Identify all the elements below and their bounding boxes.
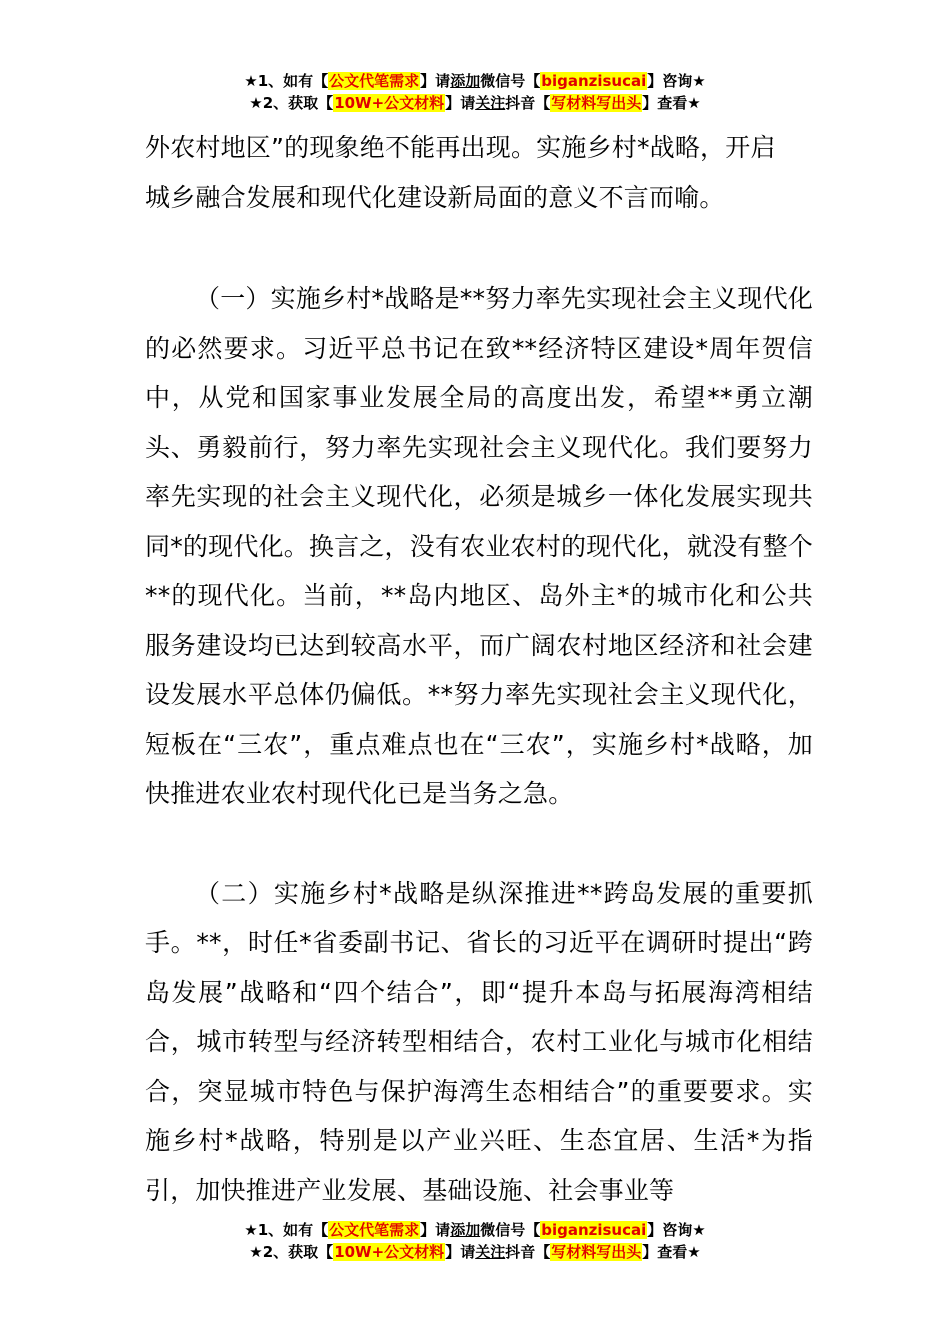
promo-text: 微信号【 <box>480 72 541 90</box>
promo-underlined: 添加 <box>450 72 481 90</box>
promo-text: 】请 <box>420 72 451 90</box>
footer-promo-banner <box>0 1219 950 1263</box>
header-promo-banner <box>0 70 950 114</box>
promo-underlined: 关注 <box>475 1243 506 1261</box>
promo-text: 】查看★ <box>642 1243 701 1261</box>
promo-underlined: 关注 <box>475 94 506 112</box>
promo-text: 】请 <box>445 94 476 112</box>
paragraph-gap <box>145 222 813 274</box>
intro-line-1: 外农村地区”的现象绝不能再出现。实施乡村*战略，开启 <box>145 133 776 162</box>
promo-underlined: 添加 <box>450 1221 481 1239</box>
promo-douyin-id: 写材料写出头 <box>551 1243 642 1261</box>
promo-highlight: 公文代笔需求 <box>329 1221 420 1239</box>
promo-highlight: 公文代笔需求 <box>329 72 420 90</box>
intro-line-2: 城乡融合发展和现代化建设新局面的意义不言而喻。 <box>145 182 725 212</box>
section-1-paragraph: （一）实施乡村*战略是**努力率先实现社会主义现代化的必然要求。习近平总书记在致**经济特区建设*周年贺信中，从党和国家事业发展全局的高度出发，希望**勇立潮头、勇毅前行，努力率先实现社会主义现代化。我们要努力率先实现的社会主义现代化，必须是城乡一体化发展实现共同*的现代化。换言之，没有农业农村的现代化，就没有整个**的现代化。当前，**岛内地区、岛外主*的城市化和公共服务建设均已达到较高水平，而广阔农村地区经济和社会建设发展水平总体仍偏低。**努力率先实现社会主义现代化，短板在“三农”，重点难点也在“三农”，实施乡村*战略，加快推进农业农村现代化已是当务之急。 <box>145 284 813 808</box>
promo-line-1 <box>0 70 950 92</box>
promo-wechat-id: biganzisucai <box>541 1221 647 1239</box>
promo-text: 抖音【 <box>505 94 551 112</box>
section-2-paragraph: （二）实施乡村*战略是纵深推进**跨岛发展的重要抓手。**，时任*省委副书记、省长的习近平在调研时提出“跨岛发展”战略和“四个结合”，即“提升本岛与拓展海湾相结合，城市转型与经济转型相结合，农村工业化与城市化相结合，突显城市特色与保护海湾生态相结合”的重要要求。实施乡村*战略，特别是以产业兴旺、生态宜居、生活*为指引，加快推进产业发展、基础设施、社会事业等 <box>145 878 813 1205</box>
promo-douyin-id: 写材料写出头 <box>551 94 642 112</box>
promo-line-2 <box>0 1241 950 1263</box>
promo-text: 微信号【 <box>480 1221 541 1239</box>
promo-text: ★1、如有【 <box>244 1221 329 1239</box>
document-body <box>145 123 813 1215</box>
promo-wechat-id: biganzisucai <box>541 72 647 90</box>
promo-highlight: 10W+公文材料 <box>334 94 445 112</box>
promo-line-2 <box>0 92 950 114</box>
promo-highlight: 10W+公文材料 <box>334 1243 445 1261</box>
promo-line-1 <box>0 1219 950 1241</box>
promo-text: 】咨询★ <box>647 1221 706 1239</box>
promo-text: 】请 <box>445 1243 476 1261</box>
promo-text: 】查看★ <box>642 94 701 112</box>
promo-text: 抖音【 <box>505 1243 551 1261</box>
promo-text: ★1、如有【 <box>244 72 329 90</box>
promo-text: 】咨询★ <box>647 72 706 90</box>
promo-text: ★2、获取【 <box>249 1243 334 1261</box>
promo-text: 】请 <box>420 1221 451 1239</box>
paragraph-gap <box>145 819 813 869</box>
promo-text: ★2、获取【 <box>249 94 334 112</box>
